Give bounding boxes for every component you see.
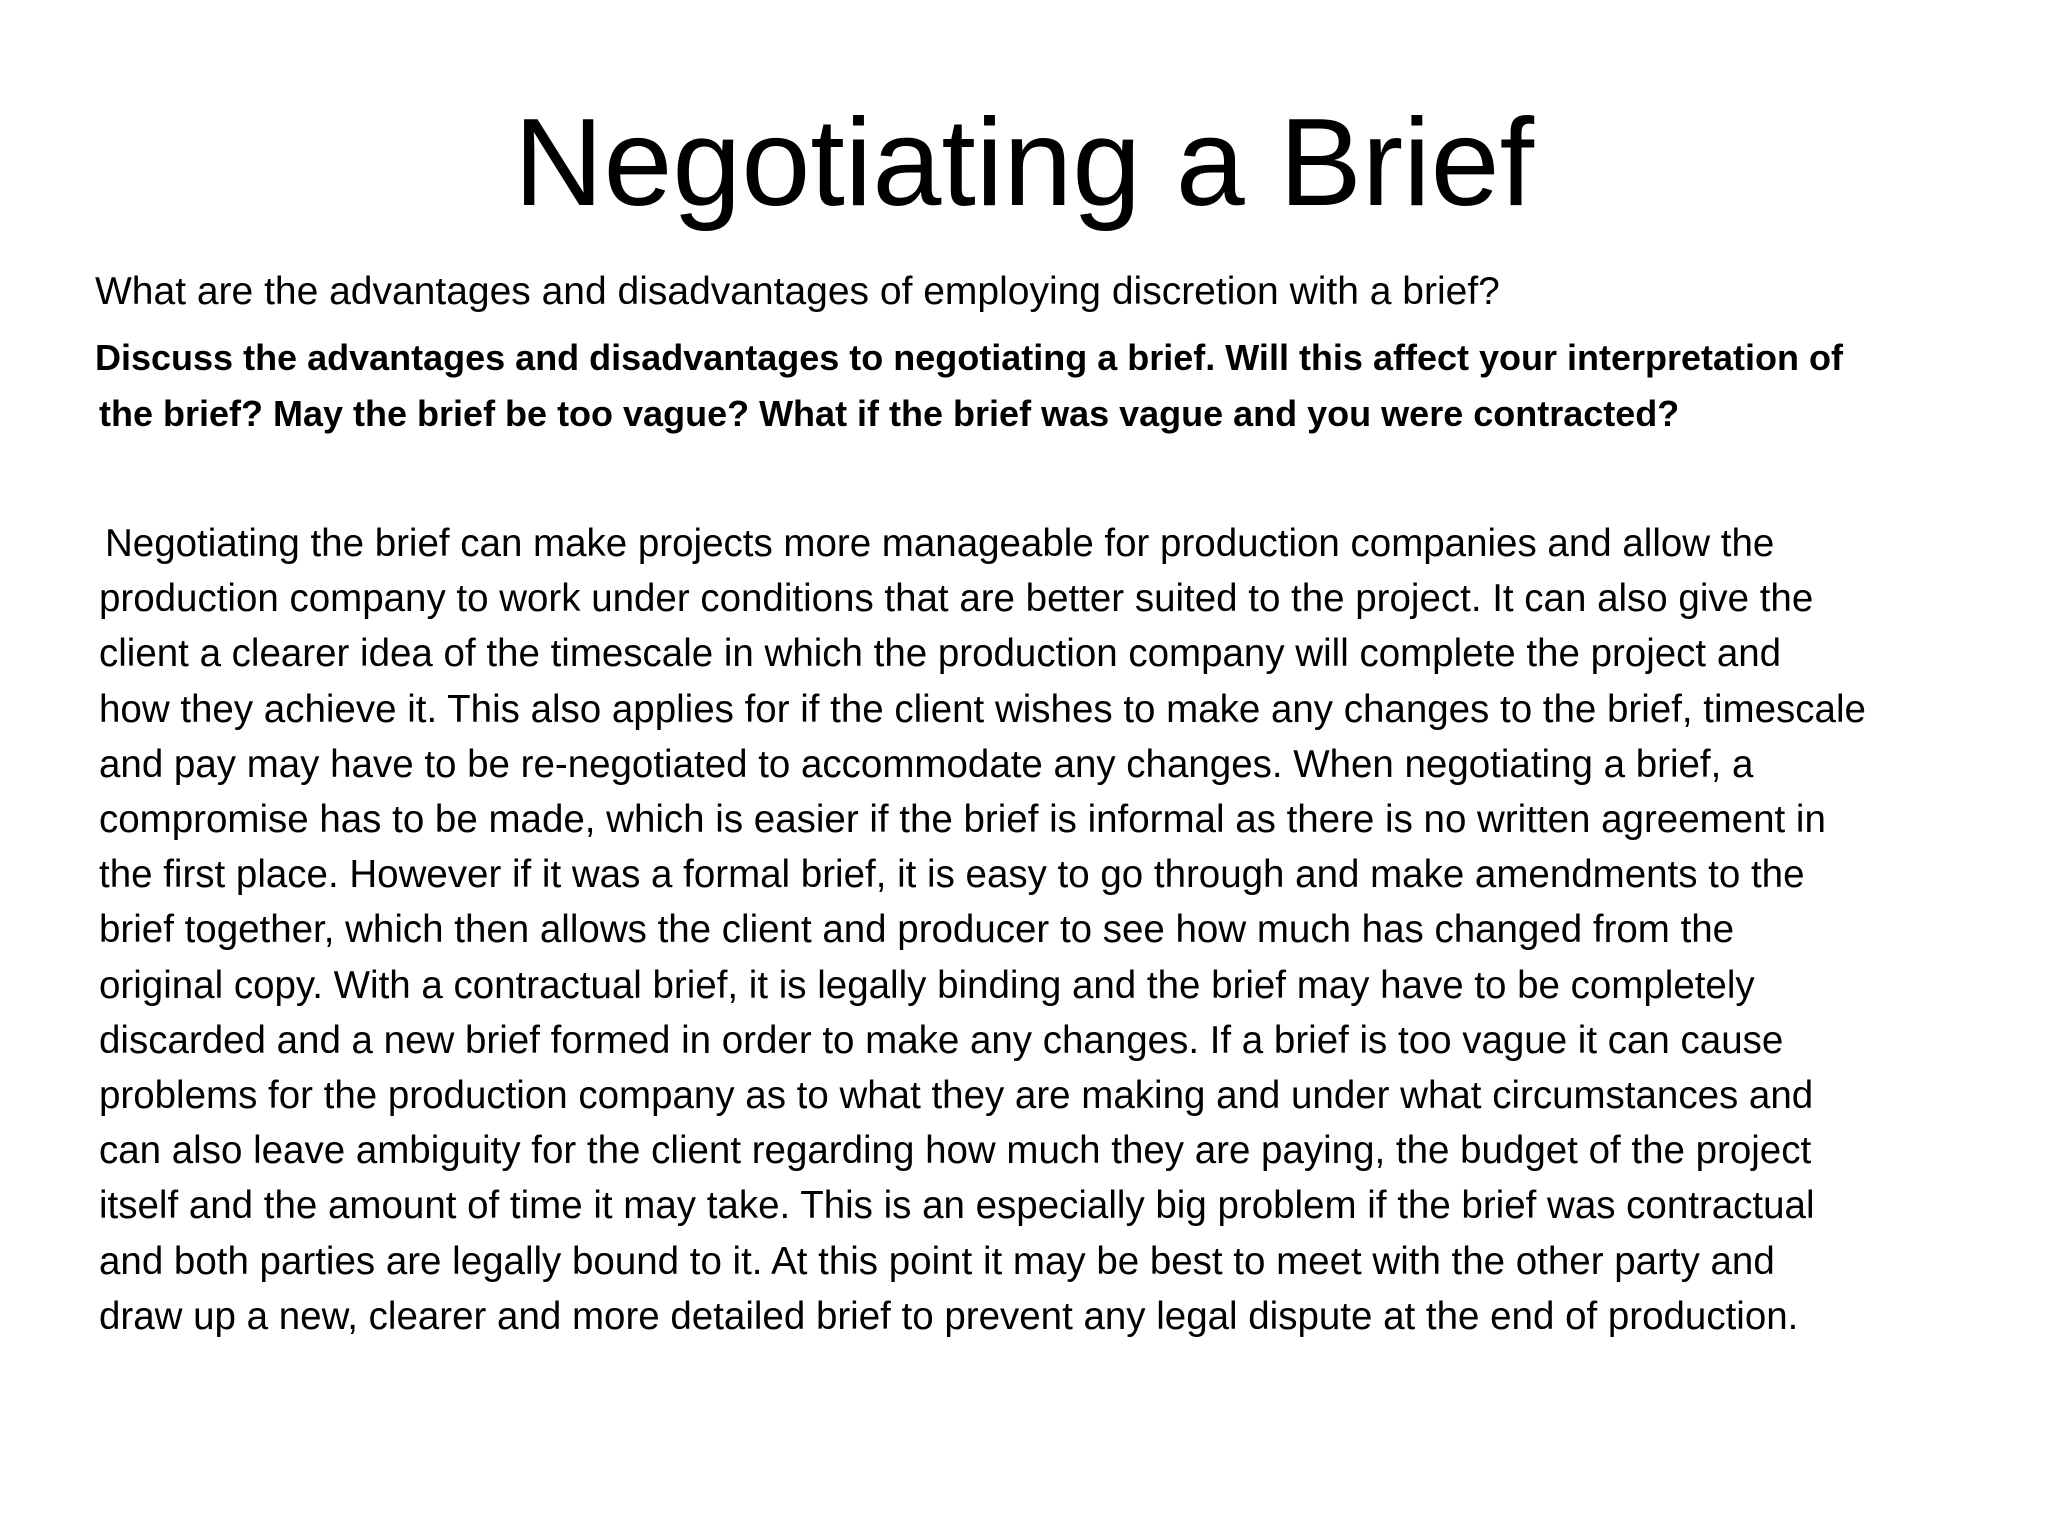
answer-line: can also leave ambiguity for the client regarding how much they are paying, the budget of the project [99, 1129, 1812, 1173]
answer-paragraph [99, 516, 2029, 1344]
answer-line: client a clearer idea of the timescale in which the production company will complete the project and [99, 632, 1782, 676]
answer-line: and both parties are legally bound to it. At this point it may be best to meet with the other party and [99, 1239, 1775, 1283]
answer-line: itself and the amount of time it may take. This is an especially big problem if the brief was contractual [99, 1184, 1815, 1228]
prompt-line: Discuss the advantages and disadvantages to negotiating a brief. Will this affect your interpretation of [95, 337, 1843, 378]
slide-title: Negotiating a Brief [513, 94, 1535, 232]
answer-line: and pay may have to be re-negotiated to accommodate any changes. When negotiating a brief, a [99, 742, 1754, 786]
answer-line: the first place. However if it was a formal brief, it is easy to go through and make amendments to the [99, 853, 1805, 897]
answer-line: draw up a new, clearer and more detailed brief to prevent any legal dispute at the end of production. [99, 1294, 1799, 1338]
answer-line: problems for the production company as to what they are making and under what circumstances and [99, 1074, 1814, 1118]
answer-line: compromise has to be made, which is easier if the brief is informal as there is no written agreement in [99, 798, 1826, 842]
prompt-line: the brief? May the brief be too vague? What if the brief was vague and you were contracted? [99, 393, 1680, 434]
answer-line: Negotiating the brief can make projects more manageable for production companies and allow the [105, 522, 1775, 565]
discussion-question: What are the advantages and disadvantages of employing discretion with a brief? [95, 270, 1500, 313]
answer-line: how they achieve it. This also applies for if the client wishes to make any changes to the brief, timescale [99, 687, 1866, 731]
answer-line: discarded and a new brief formed in order to make any changes. If a brief is too vague it can cause [99, 1018, 1784, 1062]
answer-line: original copy. With a contractual brief, it is legally binding and the brief may have to be completely [99, 963, 1755, 1007]
answer-line: production company to work under conditions that are better suited to the project. It can also give the [99, 577, 1814, 621]
discussion-prompt [95, 330, 2025, 442]
answer-line: brief together, which then allows the client and producer to see how much has changed from the [99, 908, 1735, 952]
